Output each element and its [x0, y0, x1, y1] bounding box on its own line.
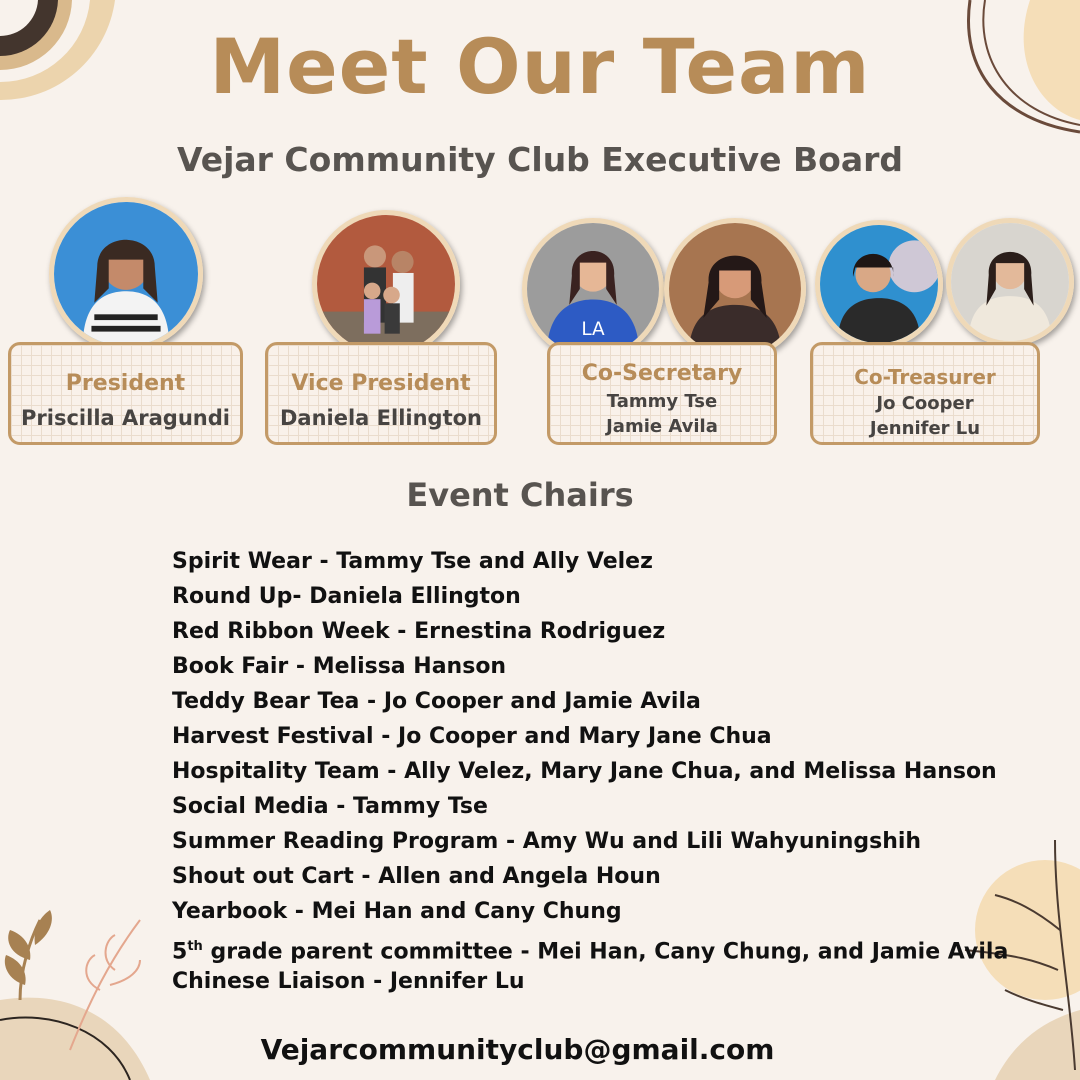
event-chairs-list	[172, 544, 1008, 999]
member-name: Daniela Ellington	[279, 406, 482, 430]
list-item: Harvest Festival - Jo Cooper and Mary Jane Chua	[172, 724, 772, 749]
co-secretary-card	[547, 342, 777, 445]
contact-email: Vejarcommunityclub@gmail.com	[260, 1033, 775, 1066]
role-label: President	[65, 371, 186, 396]
role-label: Co-Secretary	[581, 361, 743, 386]
member-name: Jo Cooper	[876, 393, 974, 414]
co-treasurer-photo-2	[946, 218, 1074, 346]
member-name: Jennifer Lu	[869, 418, 981, 439]
president-photo	[49, 197, 203, 351]
page-title: Meet Our Team	[209, 22, 871, 111]
list-item: Social Media - Tammy Tse	[172, 794, 488, 819]
grade-number: 5	[172, 939, 188, 965]
member-name: Jamie Avila	[606, 416, 718, 437]
list-item: Chinese Liaison - Jennifer Lu	[172, 969, 525, 994]
list-item: Teddy Bear Tea - Jo Cooper and Jamie Avila	[172, 689, 701, 714]
list-item: Summer Reading Program - Amy Wu and Lili Wahyuningshih	[172, 829, 922, 854]
svg-text:LA: LA	[581, 319, 605, 341]
member-name: Priscilla Aragundi	[21, 406, 230, 430]
co-treasurer-card	[810, 342, 1040, 445]
list-item: Book Fair - Melissa Hanson	[172, 654, 507, 679]
role-label: Vice President	[291, 371, 471, 396]
list-item: Spirit Wear - Tammy Tse and Ally Velez	[172, 549, 653, 574]
co-secretary-photo-1	[522, 218, 664, 360]
president-card	[8, 342, 243, 445]
co-treasurer-photo-1	[815, 220, 943, 348]
role-label: Co-Treasurer	[854, 365, 996, 389]
vice-president-card	[265, 342, 497, 445]
grade-committee-text: grade parent committee - Mei Han, Cany Chung, and Jamie Avila	[202, 939, 1009, 965]
event-chairs-heading: Event Chairs	[406, 476, 634, 514]
list-item-fifth-grade	[172, 929, 1008, 964]
list-item: Red Ribbon Week - Ernestina Rodriguez	[172, 619, 666, 644]
list-item: Shout out Cart - Allen and Angela Houn	[172, 864, 661, 889]
list-item: Hospitality Team - Ally Velez, Mary Jane Chua, and Melissa Hanson	[172, 759, 997, 784]
vice-president-photo	[312, 210, 460, 358]
list-item: Yearbook - Mei Han and Cany Chung	[172, 899, 622, 924]
member-name: Tammy Tse	[606, 391, 718, 412]
co-secretary-photo-2	[664, 218, 806, 360]
grade-suffix: th	[187, 939, 203, 954]
board-subtitle: Vejar Community Club Executive Board	[176, 140, 904, 179]
list-item: Round Up- Daniela Ellington	[172, 584, 521, 609]
